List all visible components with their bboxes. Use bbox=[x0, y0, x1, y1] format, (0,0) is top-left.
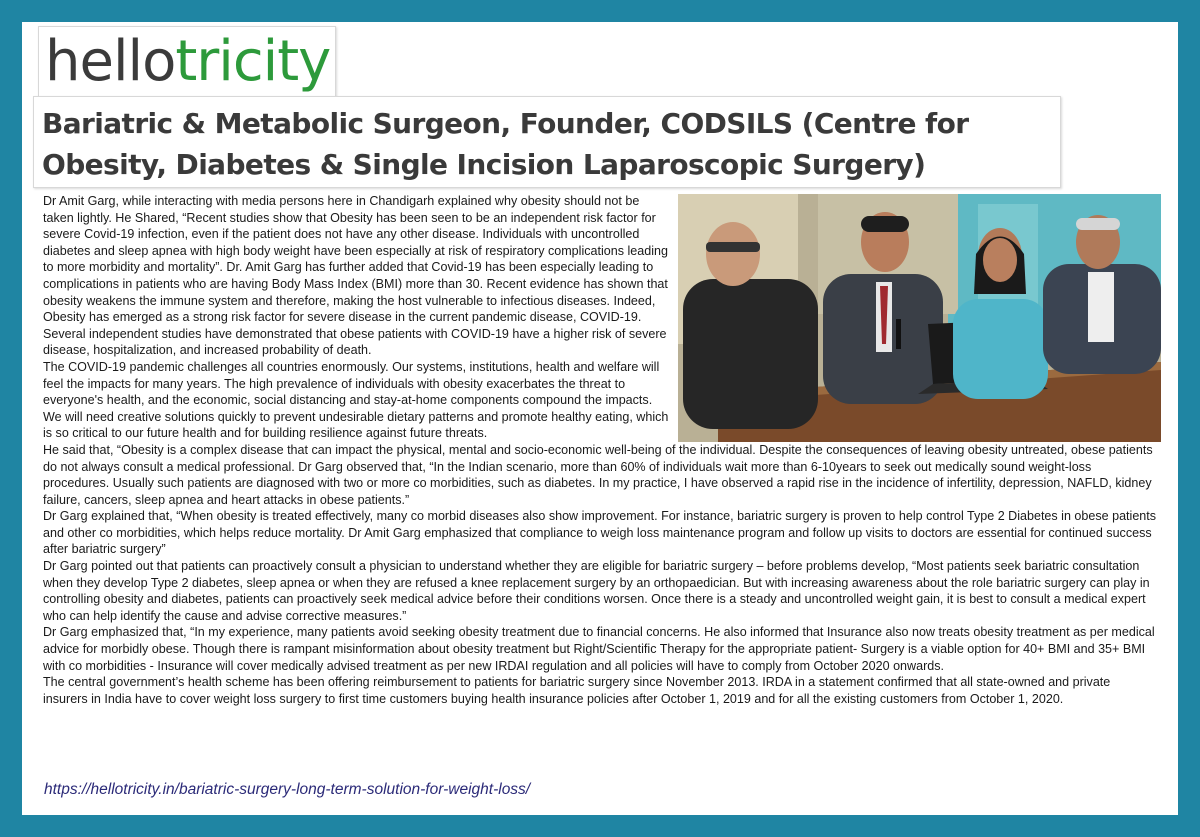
article-paragraph: He said that, “Obesity is a complex disease that can impact the physical, mental and socio-economic well-being of the individual. Despite the consequences of leaving obesity untreated, obese patients do not always consult a medical professional. Dr Garg observed that, “In the Indian scenario, more than 60% of individuals wait more than 6-10years to seek out medically sound weight-loss procedures. Usually such patients are diagnosed with two or more co morbidities, such as diabetes. In my practice, I have observed a rapid rise in the incidence of infertility, depression, NAFLD, kidney failure, cancers, sleep apnea and heart attacks in obese patients.” bbox=[43, 442, 1153, 507]
source-url-link[interactable]: https://hellotricity.in/bariatric-surgery-long-term-solution-for-weight-loss/ bbox=[44, 781, 531, 798]
logo-part-hello: hello bbox=[45, 29, 176, 94]
article-paragraph: Dr Garg emphasized that, “In my experience, many patients avoid seeking obesity treatment due to financial concerns. He also informed that Insurance also now treats obesity treatment as per medical advice for morbidly obese. Though there is rampant misinformation about obesity treatment but Right/Scientific Therapy for the appropriate patient- Surgery is a viable option for 40+ BMI and 35+ BMI with co morbidities - Insurance will cover medically advised treatment as per new IRDAI regulation and all policies will have to comply from October 2020 onwards. bbox=[43, 625, 1155, 673]
headline-box bbox=[33, 96, 1061, 188]
publication-logo bbox=[45, 31, 330, 93]
article-body bbox=[43, 193, 1157, 707]
article-paragraph: The COVID-19 pandemic challenges all countries enormously. Our systems, institutions, health and welfare will feel the impacts for many years. The high prevalence of individuals with obesity exacerbates the threat to everyone's health, and the economic, social distancing and stay-at-home components compound the impacts. We will need creative solutions quickly to prevent undesirable dietary patterns and promote healthy eating, which is so critical to our future health and for building resilience against future threats. bbox=[43, 359, 669, 441]
article-paragraph: Dr Garg pointed out that patients can proactively consult a physician to understand whether they are eligible for bariatric surgery – before problems develop, “Most patients seek bariatric consultation when they develop Type 2 diabetes, sleep apnea or when they are refused a knee replacement surgery by an orthopaedician. But with increasing awareness about the role bariatric surgery can play in controlling obesity and diabetes, patients can proactively seek medical advice before their conditions worsen. Once there is a steady and uncontrolled weight gain, it is best to consult a medical expert who can help identify the cause and advise corrective measures.” bbox=[43, 559, 1150, 623]
article-paragraph: Dr Amit Garg, while interacting with media persons here in Chandigarh explained why obesity should not be taken lightly. He Shared, “Recent studies show that Obesity has been seen to be an independent risk factor for severe Covid-19 infection, even if the patient does not have any other disease. Individuals with uncontrolled diabetes and sleep apnea with high body weight have been especially at risk of respiratory complications leading to more morbidity and mortality”. Dr. Amit Garg has further added that Covid-19 has been especially leading to complications in patients who are having Body Mass Index (BMI) more than 30. Recent evidence has shown that obesity weakens the immune system and therefore, making the host vulnerable to infectious diseases. Indeed, Obesity has emerged as a strong risk factor for severe disease in the current pandemic disease, COVID-19. Several independent studies have demonstrated that obese patients with COVID-19 have a higher risk of severe disease, hospitalization, and increased probability of death. bbox=[43, 194, 668, 358]
article-headline: Bariatric & Metabolic Surgeon, Founder, CODSILS (Centre for Obesity, Diabetes & Single Incision Laparoscopic Surgery) bbox=[42, 107, 969, 181]
publication-logo-box bbox=[38, 26, 336, 98]
logo-part-tricity: tricity bbox=[175, 29, 331, 94]
article-paragraph: The central government’s health scheme has been offering reimbursement to patients for bariatric surgery since November 2013. IRDA in a statement confirmed that all state-owned and private insurers in India have to cover weight loss surgery to first time customers buying health insurance policies after October 1, 2019 and for all the existing customers from October 1, 2020. bbox=[43, 675, 1111, 706]
article-paragraph: Dr Garg explained that, “When obesity is treated effectively, many co morbid diseases also show improvement. For instance, bariatric surgery is proven to help control Type 2 Diabetes in obese patients and other co morbidities, which helps reduce mortality. Dr Amit Garg emphasized that compliance to weigh loss maintenance program and follow up visits to doctors are essential for continued success after bariatric surgery” bbox=[43, 509, 1157, 557]
